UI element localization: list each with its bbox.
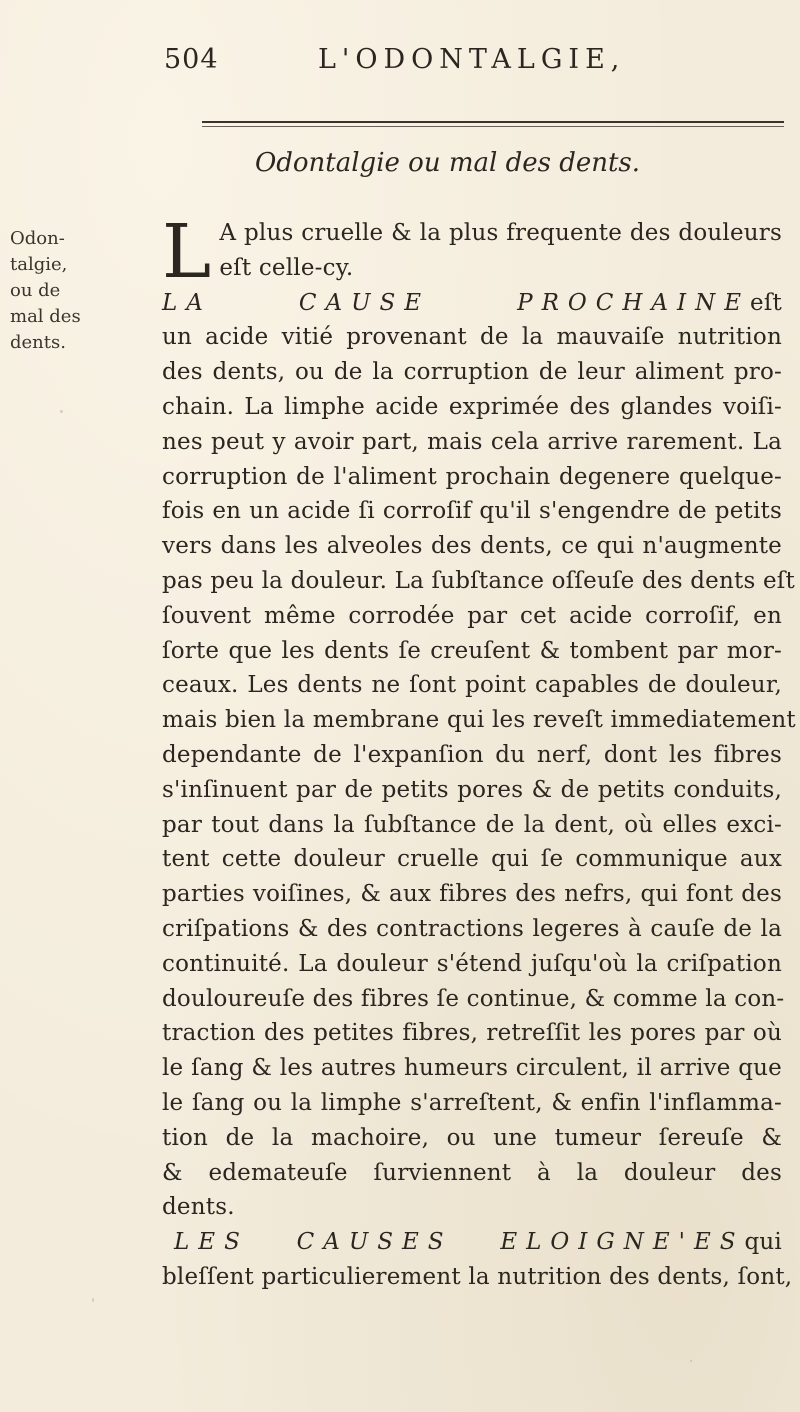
text-line: fois en un acide ſi corroſif qu'il s'engendre de petits: [162, 498, 782, 525]
text-line: dents.: [162, 1194, 235, 1221]
text-line: ceaux. Les dents ne ſont point capables de douleur,: [162, 672, 782, 699]
margin-note-line: mal des: [10, 306, 81, 327]
drop-cap: L: [162, 209, 212, 295]
paper-speck: [92, 1298, 94, 1302]
text-line: criſpations & des contractions legeres à cauſe de la: [162, 915, 782, 942]
text-line: eſt celle-cy.: [219, 254, 354, 281]
body-text: [162, 209, 796, 1295]
text-line: A plus cruelle & la plus frequente des douleurs: [219, 220, 782, 246]
text-line: nes peut y avoir part, mais cela arrive rarement. La: [162, 428, 782, 455]
text-line: des dents, ou de la corruption de leur aliment pro-: [162, 359, 782, 386]
text-line: continuité. La douleur s'étend juſqu'où la criſpation: [162, 950, 782, 977]
text-line: chain. La limphe acide exprimée des glandes voiſi-: [162, 393, 782, 420]
text-line: parties voiſines, & aux fibres des nefrs, qui font des: [162, 881, 782, 908]
remote-heading: LES CAUSES ELOIGNE'ES: [174, 1229, 745, 1256]
running-head: L'ODONTALGIE,: [318, 44, 626, 75]
text-line: un acide vitié provenant de la mauvaiſe nutrition: [162, 324, 782, 351]
remote-heading-tail: qui: [744, 1229, 782, 1256]
text-line: tion de la machoire, ou une tumeur ſereuſe &: [162, 1124, 782, 1151]
cause-heading: LA CAUSE PROCHAINE: [162, 289, 751, 316]
margin-note: [10, 226, 118, 356]
text-line: mais bien la membrane qui les reveſt immediatement: [162, 707, 796, 734]
text-line: corruption de l'aliment prochain degenere quelque-: [162, 463, 782, 490]
paper-speck: [60, 410, 63, 413]
margin-note-line: talgie,: [10, 254, 68, 275]
text-line: pas peu la douleur. La ſubſtance oſſeuſe des dents eſt: [162, 567, 795, 594]
header-rule: [202, 121, 784, 123]
text-line: ſorte que les dents ſe creuſent & tombent par mor-: [162, 637, 782, 664]
text-line: par tout dans la ſubſtance de la dent, où elles exci-: [162, 811, 782, 838]
cause-heading-line: [162, 286, 782, 321]
paper-speck: [690, 1360, 692, 1362]
text-line: bleſſent particulierement la nutrition des dents, ſont,: [162, 1263, 793, 1290]
margin-note-line: dents.: [10, 332, 66, 353]
section-title: Odontalgie ou mal des dents.: [254, 148, 641, 178]
text-line: & edemateuſe ſurviennent à la douleur des: [162, 1159, 782, 1186]
text-line: le ſang ou la limphe s'arreſtent, & enfin l'inflamma-: [162, 1089, 782, 1116]
text-line: le ſang & les autres humeurs circulent, il arrive que: [162, 1055, 782, 1082]
cause-heading-tail: eſt: [750, 289, 782, 316]
margin-note-line: Odon-: [10, 228, 65, 249]
header-rule-thin: [202, 126, 784, 127]
text-line: dependante de l'expanſion du nerf, dont les fibres: [162, 741, 782, 768]
remote-heading-line: [162, 1225, 782, 1260]
margin-note-line: ou de: [10, 280, 61, 301]
text-line: tent cette douleur cruelle qui ſe communique aux: [162, 846, 782, 873]
page-number: 504: [164, 44, 219, 75]
text-line: traction des petites fibres, retreſſit les pores par où: [162, 1020, 782, 1047]
text-line: s'inſinuent par de petits pores & de petits conduits,: [162, 776, 782, 803]
text-line: vers dans les alveoles des dents, ce qui n'augmente: [162, 533, 782, 560]
text-line: ſouvent même corrodée par cet acide corroſif, en: [162, 602, 782, 629]
text-line: douloureuſe des fibres ſe continue, & comme la con-: [162, 985, 785, 1012]
